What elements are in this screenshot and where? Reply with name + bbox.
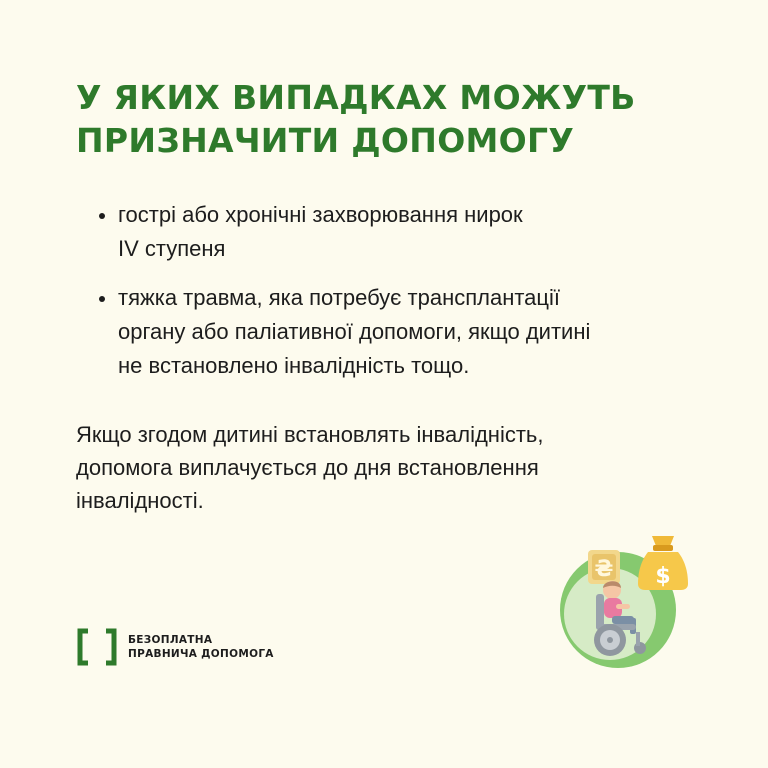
cases-list — [96, 198, 716, 398]
list-item-line: IV ступеня — [118, 236, 226, 261]
list-item-line: тяжка травма, яка потребує трансплантації — [118, 285, 561, 310]
note-line: Якщо згодом дитині встановлять інвалідність, — [76, 422, 544, 447]
list-item-line: гострі або хронічні захворювання нирок — [118, 202, 523, 227]
list-item — [96, 281, 716, 383]
page-title-line-2: ПРИЗНАЧИТИ ДОПОМОГУ — [76, 121, 575, 160]
logo-text — [128, 633, 274, 661]
logo — [76, 628, 274, 666]
note-line: допомога виплачується до дня встановлення — [76, 455, 539, 480]
hryvnia-symbol: ₴ — [594, 557, 614, 582]
note-line: інвалідності. — [76, 488, 204, 513]
list-item-line: органу або паліативної допомоги, якщо дитині — [118, 319, 591, 344]
disability-note — [76, 418, 696, 517]
page-title — [76, 76, 696, 162]
hryvnia-coin-icon — [588, 550, 620, 584]
list-item-line: не встановлено інвалідність тощо. — [118, 353, 470, 378]
dollar-money-bag-icon — [638, 536, 688, 590]
dollar-symbol: $ — [655, 564, 671, 589]
bracket-logo-icon — [76, 628, 118, 666]
wheelchair-money-illustration — [552, 528, 700, 676]
list-item — [96, 198, 716, 266]
logo-line-1: БЕЗОПЛАТНА — [128, 634, 213, 646]
logo-line-2: ПРАВНИЧА ДОПОМОГА — [128, 648, 274, 660]
page-title-line-1: У ЯКИХ ВИПАДКАХ МОЖУТЬ — [76, 78, 636, 117]
